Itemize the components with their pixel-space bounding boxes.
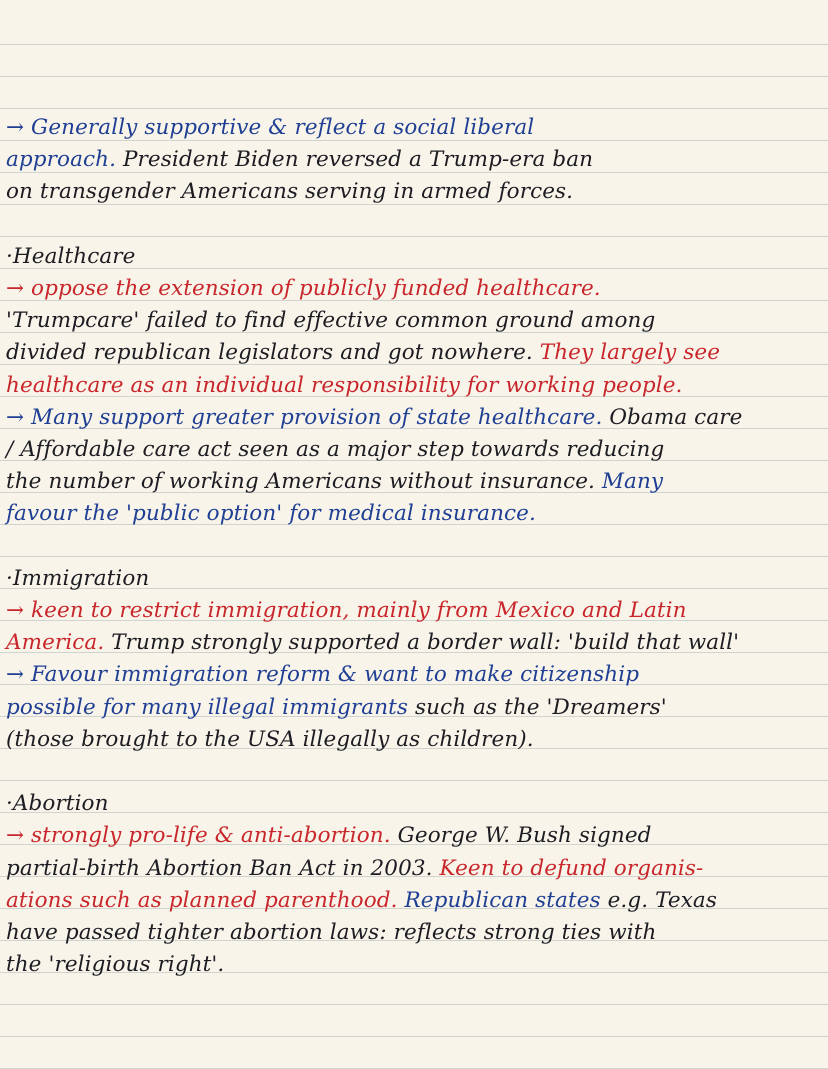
note-text: favour the 'public option' for medical insurance. <box>6 501 536 527</box>
note-line <box>6 595 820 627</box>
note-line <box>6 434 820 466</box>
note-line <box>6 402 820 434</box>
note-text: partial-birth Abortion Ban Act in 2003. <box>6 855 440 881</box>
note-line <box>6 305 820 337</box>
note-line <box>6 498 820 530</box>
note-text: possible for many illegal immigrants <box>6 694 415 720</box>
note-text: / Affordable care act seen as a major step towards reducing <box>6 437 665 462</box>
note-text: (those brought to the USA illegally as children). <box>6 726 534 752</box>
note-text: ations such as planned parenthood. <box>6 887 405 913</box>
note-line <box>6 144 820 176</box>
note-line <box>6 370 820 402</box>
note-line <box>6 659 820 691</box>
note-line <box>6 917 820 949</box>
note-text: 'Trumpcare' failed to find effective common ground among <box>6 308 656 334</box>
note-text: Obama care <box>609 404 743 430</box>
note-text: → keen to restrict immigration, mainly from Mexico and Latin <box>6 598 687 623</box>
note-text: President Biden reversed a Trump-era ban <box>122 147 594 173</box>
note-line <box>6 724 820 756</box>
note-text: Many <box>601 469 664 495</box>
note-line <box>6 885 820 917</box>
note-text: → oppose the extension of publicly funded healthcare. <box>6 276 601 301</box>
note-line <box>6 241 820 273</box>
note-text: George W. Bush signed <box>397 823 652 849</box>
note-text: → Favour immigration reform & want to make citizenship <box>6 662 640 688</box>
note-text: e.g. Texas <box>607 887 717 913</box>
note-text: healthcare as an individual responsibility for working people. <box>6 372 683 398</box>
note-line <box>6 788 820 820</box>
note-line <box>6 112 820 144</box>
note-text: → Many support greater provision of state healthcare. <box>6 404 610 430</box>
note-line <box>6 176 820 208</box>
note-text: Republican states <box>404 887 608 913</box>
note-line <box>6 820 820 852</box>
note-text: → strongly pro-life & anti-abortion. <box>6 823 398 849</box>
note-text: They largely see <box>539 340 721 366</box>
note-text: → Generally supportive & reflect a social liberal <box>6 115 535 140</box>
note-line <box>6 466 820 498</box>
note-text: America. <box>6 630 112 656</box>
note-text: ·Healthcare <box>6 243 136 269</box>
note-text: such as the 'Dreamers' <box>414 694 667 720</box>
note-text: approach. <box>6 147 123 173</box>
note-text: ·Abortion <box>6 791 109 817</box>
note-line <box>6 853 820 885</box>
note-line <box>6 337 820 369</box>
note-line <box>6 949 820 981</box>
note-line <box>6 563 820 595</box>
note-line <box>6 692 820 724</box>
note-text: Trump strongly supported a border wall: 'build that wall' <box>111 630 740 656</box>
note-text: on transgender Americans serving in armed forces. <box>6 179 574 205</box>
note-text: ·Immigration <box>6 565 150 591</box>
note-text: divided republican legislators and got nowhere. <box>6 340 540 366</box>
note-text: the number of working Americans without insurance. <box>6 469 602 495</box>
note-text: the 'religious right'. <box>6 952 225 978</box>
note-line <box>6 627 820 659</box>
note-text: Keen to defund organis- <box>439 855 704 881</box>
note-line <box>6 273 820 305</box>
note-text: have passed tighter abortion laws: reflects strong ties with <box>6 920 657 945</box>
